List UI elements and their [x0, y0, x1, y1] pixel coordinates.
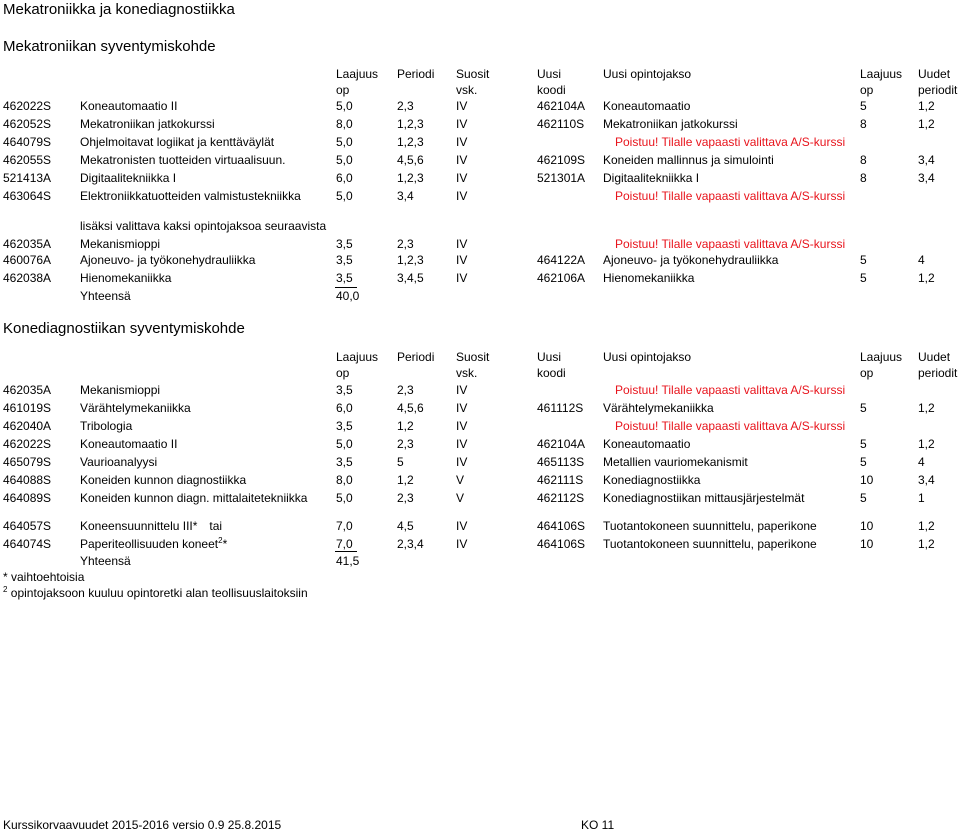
s2-row-6-name: Koneiden kunnon diagn. mittalaitetekniikka	[80, 491, 308, 505]
s2-row-0-code: 462035A	[3, 383, 52, 397]
s1-row-0-new-code: 462104A	[537, 99, 586, 113]
s2-alt-row-1-periodi: 2,3,4	[397, 537, 424, 551]
s1-row-3-new-periodi: 3,4	[918, 153, 935, 167]
s2-row-3-periodi: 2,3	[397, 437, 414, 451]
s2-row-3-new-periodi: 1,2	[918, 437, 935, 451]
footnote-star: * vaihtoehtoisia	[3, 570, 85, 584]
s2-row-3-new-code: 462104A	[537, 437, 586, 451]
s2-alt-row-1-new-periodi: 1,2	[918, 537, 935, 551]
s1-extra-row-1-code: 460076A	[3, 253, 52, 267]
s1-extra-row-2-op: 3,5	[336, 271, 353, 285]
s2-row-2-code: 462040A	[3, 419, 52, 433]
s2-row-5-vsk: V	[456, 473, 465, 487]
s1-extra-row-0-op: 3,5	[336, 237, 353, 251]
s2-row-1-name: Värähtelymekaniikka	[80, 401, 191, 415]
s2-row-3-op: 5,0	[336, 437, 353, 451]
s1-total-rule	[335, 287, 357, 288]
s1-extra-row-2-new-name: Hienomekaniikka	[603, 271, 695, 285]
s2-row-4-new-code: 465113S	[537, 455, 585, 469]
s2-row-1-code: 461019S	[3, 401, 52, 415]
s1-row-4-periodi: 1,2,3	[397, 171, 424, 185]
s2-alt-row-1-code: 464074S	[3, 537, 52, 551]
s2-alt-row-1-new-code: 464106S	[537, 537, 586, 551]
s1-row-1-new-periodi: 1,2	[918, 117, 935, 131]
s1-row-1-new-code: 462110S	[537, 117, 585, 131]
s1-header-op: op	[336, 83, 350, 97]
s2-row-2-name: Tribologia	[80, 419, 133, 433]
s1-row-3-code: 462055S	[3, 153, 52, 167]
s2-header-laajuus2: Laajuus	[860, 350, 903, 364]
s1-header-koodi: koodi	[537, 83, 566, 97]
s2-header-uusi-opintojakso: Uusi opintojakso	[603, 350, 692, 364]
s1-extra-row-1-new-name: Ajoneuvo- ja työkonehydrauliikka	[603, 253, 779, 267]
s1-row-4-new-name: Digitaalitekniikka I	[603, 171, 700, 185]
s2-header-op: op	[336, 366, 350, 380]
section2-title: Konediagnostiikan syventymiskohde	[3, 320, 245, 337]
s1-extra-row-2-name: Hienomekaniikka	[80, 271, 172, 285]
s2-alt-row-1-sup: 2	[218, 536, 223, 545]
s1-row-0-name: Koneautomaatio II	[80, 99, 178, 113]
s2-total-value: 41,5	[336, 554, 360, 568]
s2-row-5-new-op: 10	[860, 473, 874, 487]
s1-extra-row-1-vsk: IV	[456, 253, 468, 267]
s1-extra-row-0-code: 462035A	[3, 237, 52, 251]
s1-header-vsk: vsk.	[456, 83, 478, 97]
s1-row-1-periodi: 1,2,3	[397, 117, 424, 131]
s2-row-1-vsk: IV	[456, 401, 468, 415]
s1-row-1-code: 462052S	[3, 117, 52, 131]
s2-row-2-new-name: Poistuu! Tilalle vapaasti valittava A/S-kurssi	[615, 419, 846, 433]
s1-row-2-op: 5,0	[336, 135, 353, 149]
s2-header-suosit: Suosit	[456, 350, 490, 364]
s1-extra-row-2-new-periodi: 1,2	[918, 271, 935, 285]
s1-row-5-op: 5,0	[336, 189, 353, 203]
s2-row-2-op: 3,5	[336, 419, 353, 433]
footer-page: KO 11	[581, 818, 615, 832]
s2-row-5-name: Koneiden kunnon diagnostiikka	[80, 473, 247, 487]
s1-extra-row-2-vsk: IV	[456, 271, 468, 285]
s1-row-4-code: 521413A	[3, 171, 52, 185]
s1-row-3-new-op: 8	[860, 153, 867, 167]
s2-row-3-new-name: Koneautomaatio	[603, 437, 691, 451]
s2-header-vsk: vsk.	[456, 366, 478, 380]
s1-extra-row-1-op: 3,5	[336, 253, 353, 267]
s1-row-2-name: Ohjelmoitavat logiikat ja kenttäväylät	[80, 135, 275, 149]
s1-row-5-name: Elektroniikkatuotteiden valmistustekniikka	[80, 189, 301, 203]
s2-row-0-periodi: 2,3	[397, 383, 414, 397]
s1-row-3-name: Mekatronisten tuotteiden virtuaalisuun.	[80, 153, 286, 167]
s1-extra-row-1-new-op: 5	[860, 253, 867, 267]
s1-row-0-vsk: IV	[456, 99, 468, 113]
s2-alt-row-1-suffix: *	[222, 537, 228, 551]
s1-header-laajuus: Laajuus	[336, 67, 379, 81]
s1-row-4-new-code: 521301A	[537, 171, 586, 185]
s2-alt-row-1-new-name: Tuotantokoneen suunnittelu, paperikone	[603, 537, 817, 551]
s2-row-6-new-periodi: 1	[918, 491, 925, 505]
s1-row-1-op: 8,0	[336, 117, 353, 131]
s2-row-2-periodi: 1,2	[397, 419, 414, 433]
page-title: Mekatroniikka ja konediagnostiikka	[3, 1, 235, 18]
s2-alt-row-0-periodi: 4,5	[397, 519, 414, 533]
footnote-two	[3, 586, 308, 600]
s1-extra-row-0-periodi: 2,3	[397, 237, 414, 251]
s2-alt-row-0-name: Koneensuunnittelu III*	[80, 519, 198, 533]
s2-alt-row-0-code: 464057S	[3, 519, 52, 533]
s2-total-label: Yhteensä	[80, 554, 131, 568]
s2-row-6-code: 464089S	[3, 491, 52, 505]
s2-header-uusi: Uusi	[537, 350, 562, 364]
s1-header-periodi: Periodi	[397, 67, 435, 81]
s2-alt-row-0-new-periodi: 1,2	[918, 519, 935, 533]
s2-alt-row-1-new-op: 10	[860, 537, 874, 551]
s1-extra-row-2-new-code: 462106A	[537, 271, 586, 285]
s2-header-periodit: periodit	[918, 366, 958, 380]
s2-row-4-vsk: IV	[456, 455, 468, 469]
s1-row-5-periodi: 3,4	[397, 189, 414, 203]
s1-header-suosit: Suosit	[456, 67, 490, 81]
s2-row-6-op: 5,0	[336, 491, 353, 505]
s2-row-0-vsk: IV	[456, 383, 468, 397]
s1-header-uudet: Uudet	[918, 67, 951, 81]
s2-row-3-vsk: IV	[456, 437, 468, 451]
s1-row-4-op: 6,0	[336, 171, 353, 185]
s2-row-1-periodi: 4,5,6	[397, 401, 424, 415]
s1-header-laajuus2: Laajuus	[860, 67, 903, 81]
s2-header-op2: op	[860, 366, 874, 380]
s1-row-0-new-periodi: 1,2	[918, 99, 935, 113]
footnote-two-text: opintojaksoon kuuluu opintoretki alan teollisuuslaitoksiin	[10, 586, 308, 600]
s1-header-uusi: Uusi	[537, 67, 562, 81]
s2-row-4-code: 465079S	[3, 455, 52, 469]
s2-row-6-new-code: 462112S	[537, 491, 585, 505]
s1-header-periodit: periodit	[918, 83, 958, 97]
s1-extra-row-2-periodi: 3,4,5	[397, 271, 424, 285]
s2-row-3-new-op: 5	[860, 437, 867, 451]
s2-alt-row-0-suffix: tai	[209, 519, 223, 533]
s1-row-4-name: Digitaalitekniikka I	[80, 171, 177, 185]
s2-alt-row-0-new-op: 10	[860, 519, 874, 533]
section1-title: Mekatroniikan syventymiskohde	[3, 38, 216, 55]
s2-row-0-new-name: Poistuu! Tilalle vapaasti valittava A/S-kurssi	[615, 383, 846, 397]
s2-row-6-vsk: V	[456, 491, 465, 505]
s1-row-4-vsk: IV	[456, 171, 468, 185]
s2-row-3-code: 462022S	[3, 437, 52, 451]
s1-total-label: Yhteensä	[80, 289, 131, 303]
s2-alt-row-1-name: Paperiteollisuuden koneet	[80, 537, 219, 551]
s2-alt-row-0-name-cell	[80, 519, 222, 533]
footer-version: Kurssikorvaavuudet 2015-2016 versio 0.9 25.8.2015	[3, 818, 282, 832]
s1-row-1-vsk: IV	[456, 117, 468, 131]
s1-row-2-code: 464079S	[3, 135, 52, 149]
s1-row-0-periodi: 2,3	[397, 99, 414, 113]
s2-row-6-periodi: 2,3	[397, 491, 414, 505]
s1-extra-row-2-new-op: 5	[860, 271, 867, 285]
s1-row-0-op: 5,0	[336, 99, 353, 113]
s1-extra-row-1-periodi: 1,2,3	[397, 253, 424, 267]
s2-alt-row-0-new-code: 464106S	[537, 519, 586, 533]
s2-row-4-op: 3,5	[336, 455, 353, 469]
s2-alt-row-0-vsk: IV	[456, 519, 468, 533]
s1-row-4-new-periodi: 3,4	[918, 171, 935, 185]
s2-alt-row-0-op: 7,0	[336, 519, 353, 533]
s1-total-value: 40,0	[336, 289, 360, 303]
s1-row-0-new-name: Koneautomaatio	[603, 99, 691, 113]
s2-row-5-new-name: Konediagnostiikka	[603, 473, 701, 487]
s2-row-6-new-name: Konediagnostiikan mittausjärjestelmät	[603, 491, 805, 505]
s2-alt-rule	[335, 551, 357, 552]
s1-row-3-new-code: 462109S	[537, 153, 586, 167]
s1-row-0-new-op: 5	[860, 99, 867, 113]
s2-row-5-periodi: 1,2	[397, 473, 414, 487]
s2-alt-row-1-op: 7,0	[336, 537, 353, 551]
s2-alt-row-0-new-name: Tuotantokoneen suunnittelu, paperikone	[603, 519, 817, 533]
s1-header-uusi-opintojakso: Uusi opintojakso	[603, 67, 692, 81]
s2-row-5-code: 464088S	[3, 473, 52, 487]
s1-row-3-op: 5,0	[336, 153, 353, 167]
s2-row-1-new-op: 5	[860, 401, 867, 415]
s2-row-4-name: Vaurioanalyysi	[80, 455, 158, 469]
s1-row-3-vsk: IV	[456, 153, 468, 167]
s1-extra-row-0-vsk: IV	[456, 237, 468, 251]
s1-row-3-new-name: Koneiden mallinnus ja simulointi	[603, 153, 774, 167]
s2-row-6-new-op: 5	[860, 491, 867, 505]
s2-row-4-new-name: Metallien vauriomekanismit	[603, 455, 748, 469]
s2-row-0-op: 3,5	[336, 383, 353, 397]
s2-row-1-new-periodi: 1,2	[918, 401, 935, 415]
s2-row-5-new-code: 462111S	[537, 473, 584, 487]
s2-row-1-op: 6,0	[336, 401, 353, 415]
s1-extra-label: lisäksi valittava kaksi opintojaksoa seuraavista	[80, 219, 327, 233]
s2-row-5-op: 8,0	[336, 473, 353, 487]
s1-extra-row-2-code: 462038A	[3, 271, 52, 285]
s1-extra-row-1-new-periodi: 4	[918, 253, 925, 267]
s1-row-1-name: Mekatroniikan jatkokurssi	[80, 117, 215, 131]
s1-row-2-vsk: IV	[456, 135, 468, 149]
footnote-two-mark: 2	[3, 585, 8, 594]
s2-row-0-name: Mekanismioppi	[80, 383, 161, 397]
s1-row-4-new-op: 8	[860, 171, 867, 185]
s2-row-1-new-name: Värähtelymekaniikka	[603, 401, 714, 415]
s2-row-2-vsk: IV	[456, 419, 468, 433]
s2-row-4-periodi: 5	[397, 455, 404, 469]
s2-alt-row-1-name-cell	[80, 537, 227, 551]
s2-row-1-new-code: 461112S	[537, 401, 584, 415]
s1-row-5-vsk: IV	[456, 189, 468, 203]
s2-header-laajuus: Laajuus	[336, 350, 379, 364]
s2-row-3-name: Koneautomaatio II	[80, 437, 178, 451]
s2-row-5-new-periodi: 3,4	[918, 473, 935, 487]
s1-row-5-new-name: Poistuu! Tilalle vapaasti valittava A/S-kurssi	[615, 189, 846, 203]
s1-row-1-new-name: Mekatroniikan jatkokurssi	[603, 117, 738, 131]
s1-extra-row-0-new-name: Poistuu! Tilalle vapaasti valittava A/S-kurssi	[615, 237, 846, 251]
s1-row-3-periodi: 4,5,6	[397, 153, 424, 167]
s2-alt-row-1-vsk: IV	[456, 537, 468, 551]
s1-row-5-code: 463064S	[3, 189, 52, 203]
s1-row-2-new-name: Poistuu! Tilalle vapaasti valittava A/S-kurssi	[615, 135, 846, 149]
s1-extra-row-1-new-code: 464122A	[537, 253, 586, 267]
s2-header-koodi: koodi	[537, 366, 566, 380]
s1-row-1-new-op: 8	[860, 117, 867, 131]
s1-extra-row-1-name: Ajoneuvo- ja työkonehydrauliikka	[80, 253, 256, 267]
s2-row-4-new-op: 5	[860, 455, 867, 469]
s2-header-periodi: Periodi	[397, 350, 435, 364]
s1-header-op2: op	[860, 83, 874, 97]
s2-header-uudet: Uudet	[918, 350, 951, 364]
s1-extra-row-0-name: Mekanismioppi	[80, 237, 161, 251]
s2-row-4-new-periodi: 4	[918, 455, 925, 469]
s1-row-2-periodi: 1,2,3	[397, 135, 424, 149]
s1-row-0-code: 462022S	[3, 99, 52, 113]
